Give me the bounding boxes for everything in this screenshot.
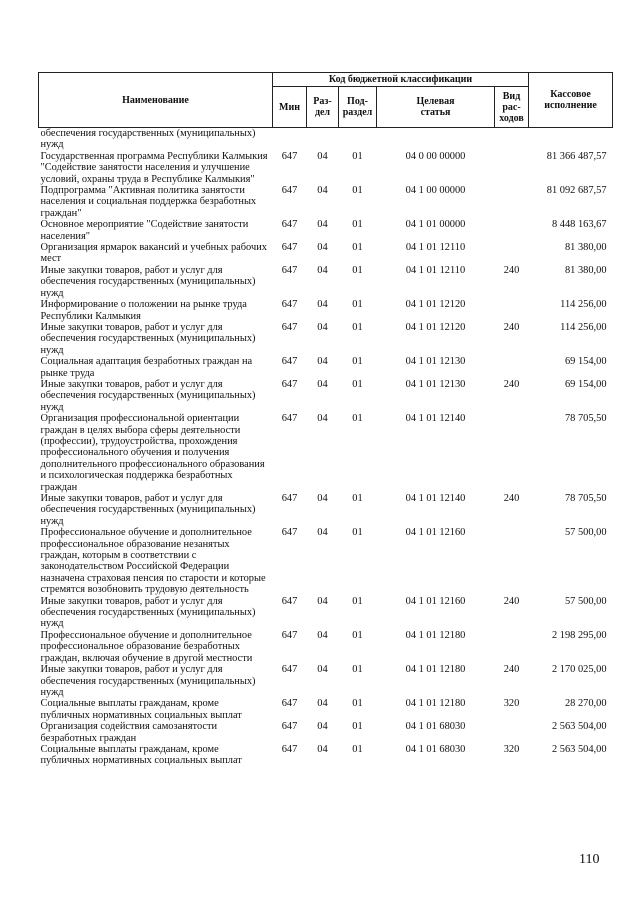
row-name: Организация ярмарок вакансий и учебных рабочих мест [40,242,267,265]
table-row [39,493,613,527]
header-budget-code-group: Код бюджетной классификации [273,73,529,87]
row-subsection: 01 [352,242,363,254]
row-amount: 114 256,00 [560,321,607,333]
row-subsection: 01 [352,264,363,276]
row-target-article: 04 1 01 00000 [405,219,466,231]
row-ministry: 647 [281,527,298,539]
budget-execution-table [38,72,613,767]
row-subsection: 01 [352,527,363,539]
row-subsection: 01 [352,219,363,231]
row-expense-type [495,299,529,322]
table-row [39,185,613,219]
row-section: 04 [317,527,328,539]
row-target-article: 04 1 01 12180 [405,629,466,641]
row-expense-type [495,151,529,185]
row-name: Иные закупки товаров, работ и услуг для обеспечения государственных (муниципальных) нужд [40,493,256,527]
row-name: Иные закупки товаров, работ и услуг для обеспечения государственных (муниципальных) нужд [40,321,256,356]
row-expense-type [495,242,529,265]
row-target-article: 04 1 01 12180 [405,664,466,676]
header-ministry: Мин [273,87,307,128]
table-row [39,379,613,413]
header-name: Наименование [39,73,273,128]
row-name: Профессиональное обучение и дополнительное профессиональное образование незанятых граждан, которым в соответствии с законодательством Российской Федерации назначена страховая пенсия по старости и которые стремятся возобновить трудовую деятельность [40,527,266,596]
row-target-article: 04 1 01 12130 [405,356,466,368]
row-ministry: 647 [281,721,298,733]
row-ministry: 647 [281,299,298,311]
row-ministry: 647 [281,219,298,231]
row-target-article: 04 1 00 00000 [405,185,466,197]
row-target-article: 04 1 01 12140 [405,413,466,425]
row-ministry: 647 [281,356,298,368]
row-expense-type: 240 [503,664,520,676]
row-amount: 28 270,00 [564,698,607,710]
row-name: Профессиональное обучение и дополнительное профессиональное образование безработных граждан, включая обучение в другой местности [40,629,253,664]
row-target-article: 04 1 01 12120 [405,299,466,311]
row-section: 04 [317,299,328,311]
row-section: 04 [317,698,328,710]
row-section: 04 [317,743,328,755]
row-ministry: 647 [281,185,298,197]
row-target-article: 04 1 01 68030 [405,721,466,733]
row-name: Организация профессиональной ориентации граждан в целях выбора сферы деятельности (профессии), трудоустройства, прохождения профессионального обучения и получения дополнительного профессионального образования и психологическая поддержка безработных граждан [40,413,265,493]
table-row [39,242,613,265]
row-amount [529,128,613,151]
row-subsection: 01 [352,185,363,197]
row-expense-type [495,413,529,493]
row-name: Подпрограмма "Активная политика занятости населения и социальная поддержка безработных граждан" [40,185,257,219]
row-section [307,128,339,151]
row-name: Социальные выплаты гражданам, кроме публичных нормативных социальных выплат [40,698,242,721]
page-number: 110 [579,852,600,867]
row-section: 04 [317,595,328,607]
row-name: Иные закупки товаров, работ и услуг для обеспечения государственных (муниципальных) нужд [40,378,256,413]
row-ministry: 647 [281,493,298,504]
table-row [39,596,613,630]
row-section: 04 [317,356,328,368]
row-target-article: 04 1 01 68030 [405,743,466,755]
row-name: Организация содействия самозанятости безработных граждан [40,721,218,744]
row-section: 04 [317,378,328,390]
row-target-article: 04 1 01 12160 [405,595,466,607]
row-amount: 8 448 163,67 [551,219,607,231]
table-row [39,151,613,185]
table-row [39,527,613,595]
row-ministry: 647 [281,378,298,390]
table-row [39,299,613,322]
row-amount: 2 563 504,00 [551,721,607,733]
table-row [39,698,613,721]
row-amount: 57 500,00 [564,595,607,607]
table-row [39,413,613,493]
row-amount: 2 170 025,00 [551,664,607,676]
row-subsection: 01 [352,493,363,504]
row-section: 04 [317,150,328,162]
row-target-article: 04 1 01 12120 [405,321,466,333]
row-name: Иные закупки товаров, работ и услуг для обеспечения государственных (муниципальных) нужд [40,664,256,698]
header-section: Раз- дел [307,87,339,128]
row-name: Информирование о положении на рынке труда Республики Калмыкия [40,299,247,322]
row-subsection: 01 [352,595,363,607]
row-ministry: 647 [281,664,298,676]
row-subsection [339,128,377,151]
row-expense-type: 240 [503,493,520,504]
row-subsection: 01 [352,378,363,390]
row-amount: 81 366 487,57 [546,150,607,162]
row-name: Иные закупки товаров, работ и услуг для обеспечения государственных (муниципальных) нужд [40,264,256,299]
row-expense-type [495,527,529,595]
row-target-article: 04 1 01 12110 [405,242,466,254]
row-expense-type: 240 [503,321,520,333]
row-expense-type [495,128,529,151]
row-subsection: 01 [352,321,363,333]
row-target-article: 04 1 01 12180 [405,698,466,710]
row-expense-type: 320 [503,743,520,755]
row-subsection: 01 [352,698,363,710]
row-amount: 2 563 504,00 [551,743,607,755]
row-expense-type [495,721,529,744]
header-expense-type: Вид рас- ходов [495,87,529,128]
row-name: обеспечения государственных (муниципальных) нужд [40,128,256,151]
table-header [39,73,613,128]
row-amount: 2 198 295,00 [551,629,607,641]
row-section: 04 [317,242,328,254]
table-row [39,265,613,299]
row-ministry: 647 [281,242,298,254]
row-subsection: 01 [352,413,363,425]
row-section: 04 [317,413,328,425]
row-ministry: 647 [281,743,298,755]
table-row [39,664,613,698]
row-name: Социальная адаптация безработных граждан на рынке труда [40,356,253,379]
table-row [39,128,613,151]
row-amount: 114 256,00 [560,299,607,311]
table-row [39,219,613,242]
row-target-article: 04 1 01 12130 [405,378,466,390]
row-section: 04 [317,629,328,641]
table-body [39,128,613,767]
row-expense-type [495,630,529,664]
row-section: 04 [317,721,328,733]
row-amount: 81 092 687,57 [546,185,607,197]
row-ministry: 647 [281,321,298,333]
row-expense-type [495,185,529,219]
row-expense-type: 320 [503,698,520,710]
table-row [39,744,613,767]
row-amount: 69 154,00 [564,356,607,368]
row-ministry: 647 [281,150,298,162]
row-subsection: 01 [352,629,363,641]
row-ministry: 647 [281,698,298,710]
budget-table-page [38,72,612,767]
row-target-article: 04 0 00 00000 [405,150,466,162]
row-ministry: 647 [281,595,298,607]
table-row [39,322,613,356]
row-section: 04 [317,664,328,676]
row-expense-type: 240 [503,595,520,607]
row-subsection: 01 [352,721,363,733]
row-ministry [273,128,307,151]
row-amount: 57 500,00 [564,527,607,539]
row-name: Социальные выплаты гражданам, кроме публичных нормативных социальных выплат [40,743,242,767]
row-subsection: 01 [352,743,363,755]
row-target-article: 04 1 01 12140 [405,493,466,504]
row-section: 04 [317,219,328,231]
row-target-article: 04 1 01 12110 [405,264,466,276]
table-row [39,356,613,379]
row-name: Государственная программа Республики Калмыкия "Содействие занятости населения и улучшение условий, охраны труда в Республике Калмыкия" [40,150,268,185]
row-target-article [377,128,495,151]
row-ministry: 647 [281,413,298,425]
header-target-article: Целевая статья [377,87,495,128]
row-subsection: 01 [352,150,363,162]
row-expense-type [495,356,529,379]
row-expense-type: 240 [503,264,520,276]
row-section: 04 [317,321,328,333]
table-row [39,630,613,664]
header-cash-execution: Кассовое исполнение [529,73,613,128]
row-amount: 69 154,00 [564,378,607,390]
header-subsection: Под- раздел [339,87,377,128]
row-subsection: 01 [352,664,363,676]
row-ministry: 647 [281,629,298,641]
row-amount: 78 705,50 [564,413,607,425]
table-row [39,721,613,744]
row-target-article: 04 1 01 12160 [405,527,466,539]
row-amount: 81 380,00 [564,264,607,276]
row-subsection: 01 [352,356,363,368]
row-section: 04 [317,264,328,276]
row-name: Основное мероприятие "Содействие занятости населения" [40,219,249,242]
row-ministry: 647 [281,264,298,276]
row-expense-type [495,219,529,242]
row-name: Иные закупки товаров, работ и услуг для обеспечения государственных (муниципальных) нужд [40,595,256,630]
row-section: 04 [317,493,328,504]
row-amount: 81 380,00 [564,242,607,254]
row-section: 04 [317,185,328,197]
row-subsection: 01 [352,299,363,311]
row-expense-type: 240 [503,378,520,390]
row-amount: 78 705,50 [564,493,607,504]
